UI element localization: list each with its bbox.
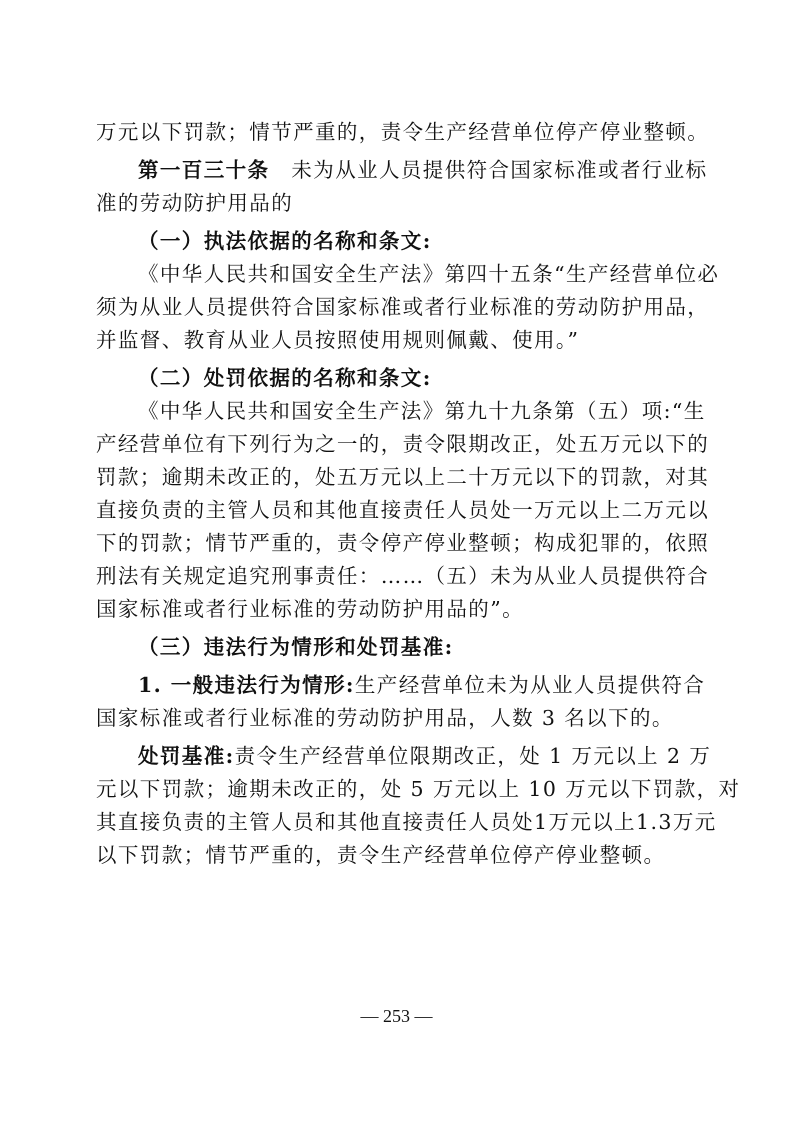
paragraph-line: 下的罚款；情节严重的，责令停产停业整顿；构成犯罪的，依照 <box>96 531 710 555</box>
section-heading-violation-standards: （三）违法行为情形和处罚基准: <box>138 635 454 659</box>
penalty-basis <box>96 740 712 773</box>
paragraph-line: 罚款；逾期未改正的，处五万元以上二十万元以下的罚款，对其 <box>96 465 710 489</box>
paragraph-line: 产经营单位有下列行为之一的，责令限期改正，处五万元以下的 <box>96 432 710 456</box>
paragraph-line: 刑法有关规定追究刑事责任：……（五）未为从业人员提供符合 <box>96 564 710 588</box>
paragraph-line: 其直接负责的主管人员和其他直接责任人员处1万元以上1.3万元 <box>96 810 717 834</box>
paragraph-line: 元以下罚款；逾期未改正的，处 5 万元以上 10 万元以下罚款，对 <box>96 777 741 801</box>
violation-item <box>96 669 706 702</box>
paragraph-line: 直接负责的主管人员和其他直接责任人员处一万元以上二万元以 <box>96 498 710 522</box>
page-number: — 253 — <box>360 1006 433 1026</box>
paragraph-line: 万元以下罚款；情节严重的，责令生产经营单位停产停业整顿。 <box>96 120 710 144</box>
penalty-basis-text: 责令生产经营单位限期改正，处 1 万元以上 2 万 <box>234 744 712 768</box>
paragraph-line: 须为从业人员提供符合国家标准或者行业标准的劳动防护用品， <box>96 295 710 319</box>
paragraph-line: 以下罚款；情节严重的，责令生产经营单位停产停业整顿。 <box>96 843 666 867</box>
violation-item-text: 生产经营单位未为从业人员提供符合 <box>354 673 706 697</box>
paragraph-line: 并监督、教育从业人员按照使用规则佩戴、使用。” <box>96 328 580 352</box>
paragraph-line: 国家标准或者行业标准的劳动防护用品的”。 <box>96 597 524 621</box>
article-title: 未为从业人员提供符合国家标准或者行业标 <box>291 158 708 182</box>
paragraph-line: 《中华人民共和国安全生产法》第四十五条“生产经营单位必 <box>138 262 720 286</box>
paragraph-line: 《中华人民共和国安全生产法》第九十九条第（五）项:“生 <box>138 399 706 423</box>
violation-item-label: 1. 一般违法行为情形: <box>138 673 355 697</box>
article-number: 第一百三十条 <box>138 158 270 182</box>
section-heading-penalty-basis: （二）处罚依据的名称和条文: <box>138 366 432 390</box>
article-title-continued: 准的劳动防护用品的 <box>96 191 294 215</box>
section-heading-legal-basis: （一）执法依据的名称和条文: <box>138 229 432 253</box>
article-heading <box>96 154 708 187</box>
document-body <box>96 116 741 872</box>
paragraph-line: 国家标准或者行业标准的劳动防护用品，人数 3 名以下的。 <box>96 706 674 730</box>
penalty-basis-label: 处罚基准: <box>138 744 235 768</box>
